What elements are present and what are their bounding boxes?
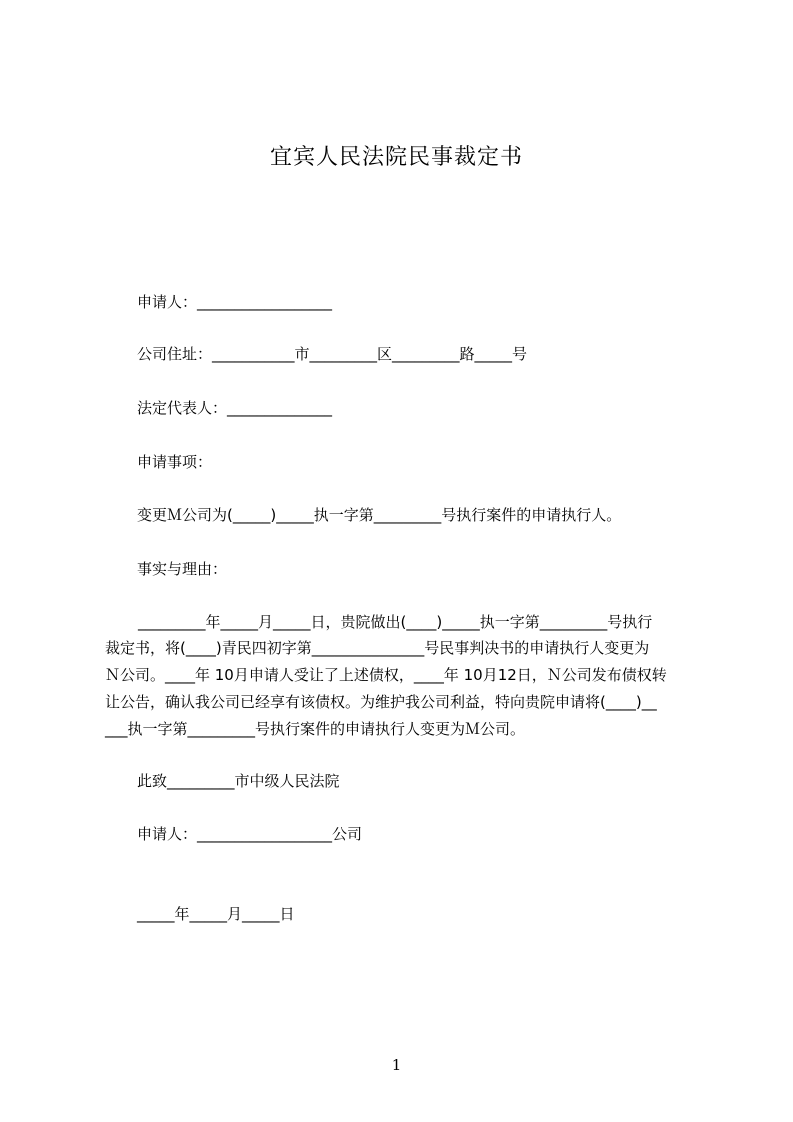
applicant-line: 申请人：__________________ <box>137 293 333 311</box>
address-line: 公司住址：___________市_________区_________路_____号 <box>137 345 528 363</box>
facts-line: 让公告，确认我公司已经享有该债权。为维护我公司利益，特向贵院申请将(____)__ <box>105 693 657 711</box>
facts-line: 裁定书，将(____)青民四初字第_______________号民事判决书的申请执行人变更为 <box>105 639 650 657</box>
facts-line: _________年_____月_____日，贵院做出(____)_____执一字第_________号执行 <box>138 613 653 631</box>
facts-heading: 事实与理由： <box>137 560 228 578</box>
addressee-line: 此致_________市中级人民法院 <box>137 772 340 790</box>
page-number: 1 <box>391 1056 402 1074</box>
request-heading: 申请事项： <box>137 453 213 471</box>
facts-line: ___执一字第_________号执行案件的申请执行人变更为Ｍ公司。 <box>105 720 526 738</box>
document-title: 宜宾人民法院民事裁定书 <box>269 145 523 170</box>
date-line: _____年_____月_____日 <box>137 905 295 923</box>
signature-line: 申请人：__________________公司 <box>137 825 363 843</box>
legal-representative-line: 法定代表人：______________ <box>137 399 333 417</box>
facts-line: Ｎ公司。____年 10月申请人受让了上述债权，____年 10月12日，Ｎ公司发布债权转 <box>105 666 667 684</box>
request-text: 变更Ｍ公司为(_____)_____执一字第_________号执行案件的申请执行人。 <box>137 506 622 524</box>
